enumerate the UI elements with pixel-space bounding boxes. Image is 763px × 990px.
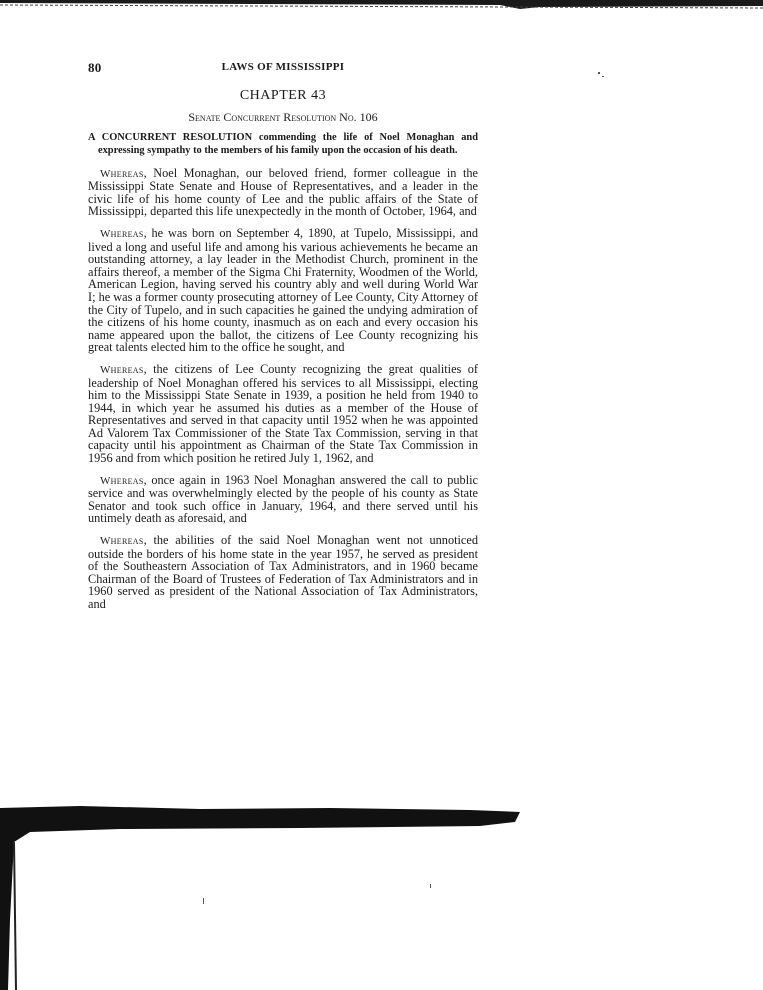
document-page (88, 60, 478, 620)
chapter-title: CHAPTER 43 (239, 88, 327, 103)
resolution-title: Senate Concurrent Resolution No. 106 (188, 110, 378, 124)
paragraph-text: , the abilities of the said Noel Monaghan went not unnoticed outside the borders of his home state in the year 1957, he served as president of the Southeastern Association of Tax Administrators, and in 1960 became Chairman of the Board of Trustees of Federation of Tax Administrators and in 1960 served as president of the National Association of Tax Administrators, and (88, 533, 478, 611)
whereas-paragraph (88, 474, 478, 525)
whereas-paragraph (88, 363, 478, 465)
paragraph-text: , the citizens of Lee County recognizing the great qualities of leadership of Noel Monaghan offered his services to all Mississippi, electing him to the Mississippi State Senate in 1939, a position he held from 1940 to 1944, in which year he assumed his duties as a member of the House of Representatives and served in that capacity until 1952 when he was appointed Ad Valorem Tax Commissioner of the State Tax Commission, serving in that capacity until his appointment as Chairman of the State Tax Commission in 1956 and from which position he retired July 1, 1962, and (88, 361, 478, 466)
scan-speck (598, 72, 600, 74)
scan-speck (203, 898, 204, 904)
whereas-paragraph (88, 227, 478, 354)
whereas-lead: Whereas (100, 363, 144, 376)
paragraph-text: , Noel Monaghan, our beloved friend, former colleague in the Mississippi State Senate and House of Representatives, and a leader in the civic life of his home county of Lee and the public affairs of the State of Mississippi, departed this life unexpectedly in the month of October, 1964, and (88, 165, 478, 219)
scan-speck (602, 76, 604, 77)
resolution-caption: A CONCURRENT RESOLUTION commending the life of Noel Monaghan and expressing sympathy to the members of his family upon the occasion of his death. (88, 132, 478, 156)
whereas-paragraph (88, 534, 478, 611)
running-head (88, 60, 478, 76)
whereas-lead: Whereas (100, 535, 144, 548)
whereas-lead: Whereas (100, 167, 144, 180)
whereas-lead: Whereas (100, 474, 144, 487)
running-title: LAWS OF MISSISSIPPI (221, 61, 345, 73)
page-number: 80 (88, 60, 102, 75)
paragraph-text: , he was born on September 4, 1890, at Tupelo, Mississippi, and lived a long and useful life and among his various achievements he became an outstanding attorney, a lay leader in the Methodist Church, prominent in the affairs thereof, a member of the Sigma Chi Fraternity, Woodmen of the World, American Legion, having served his country ably and well during World War I; he was a former county prosecuting attorney of Lee County, City Attorney of the City of Tupelo, and in such capacities he gained the undying admiration of the citizens of his home county, inasmuch as on each and every occasion his name appeared upon the ballot, the citizens of Lee County recognizing his great talents elected him to the office he sought, and (88, 225, 478, 355)
paragraph-text: , once again in 1963 Noel Monaghan answered the call to public service and was overwhelmingly elected by the people of his county as State Senator and took such office in January, 1964, and there served until his untimely death as aforesaid, and (88, 472, 478, 526)
scan-bottom-shadow (0, 800, 763, 990)
whereas-lead: Whereas (100, 227, 144, 240)
scan-top-edge (0, 0, 763, 14)
whereas-paragraph (88, 167, 478, 218)
scan-speck (430, 884, 431, 888)
